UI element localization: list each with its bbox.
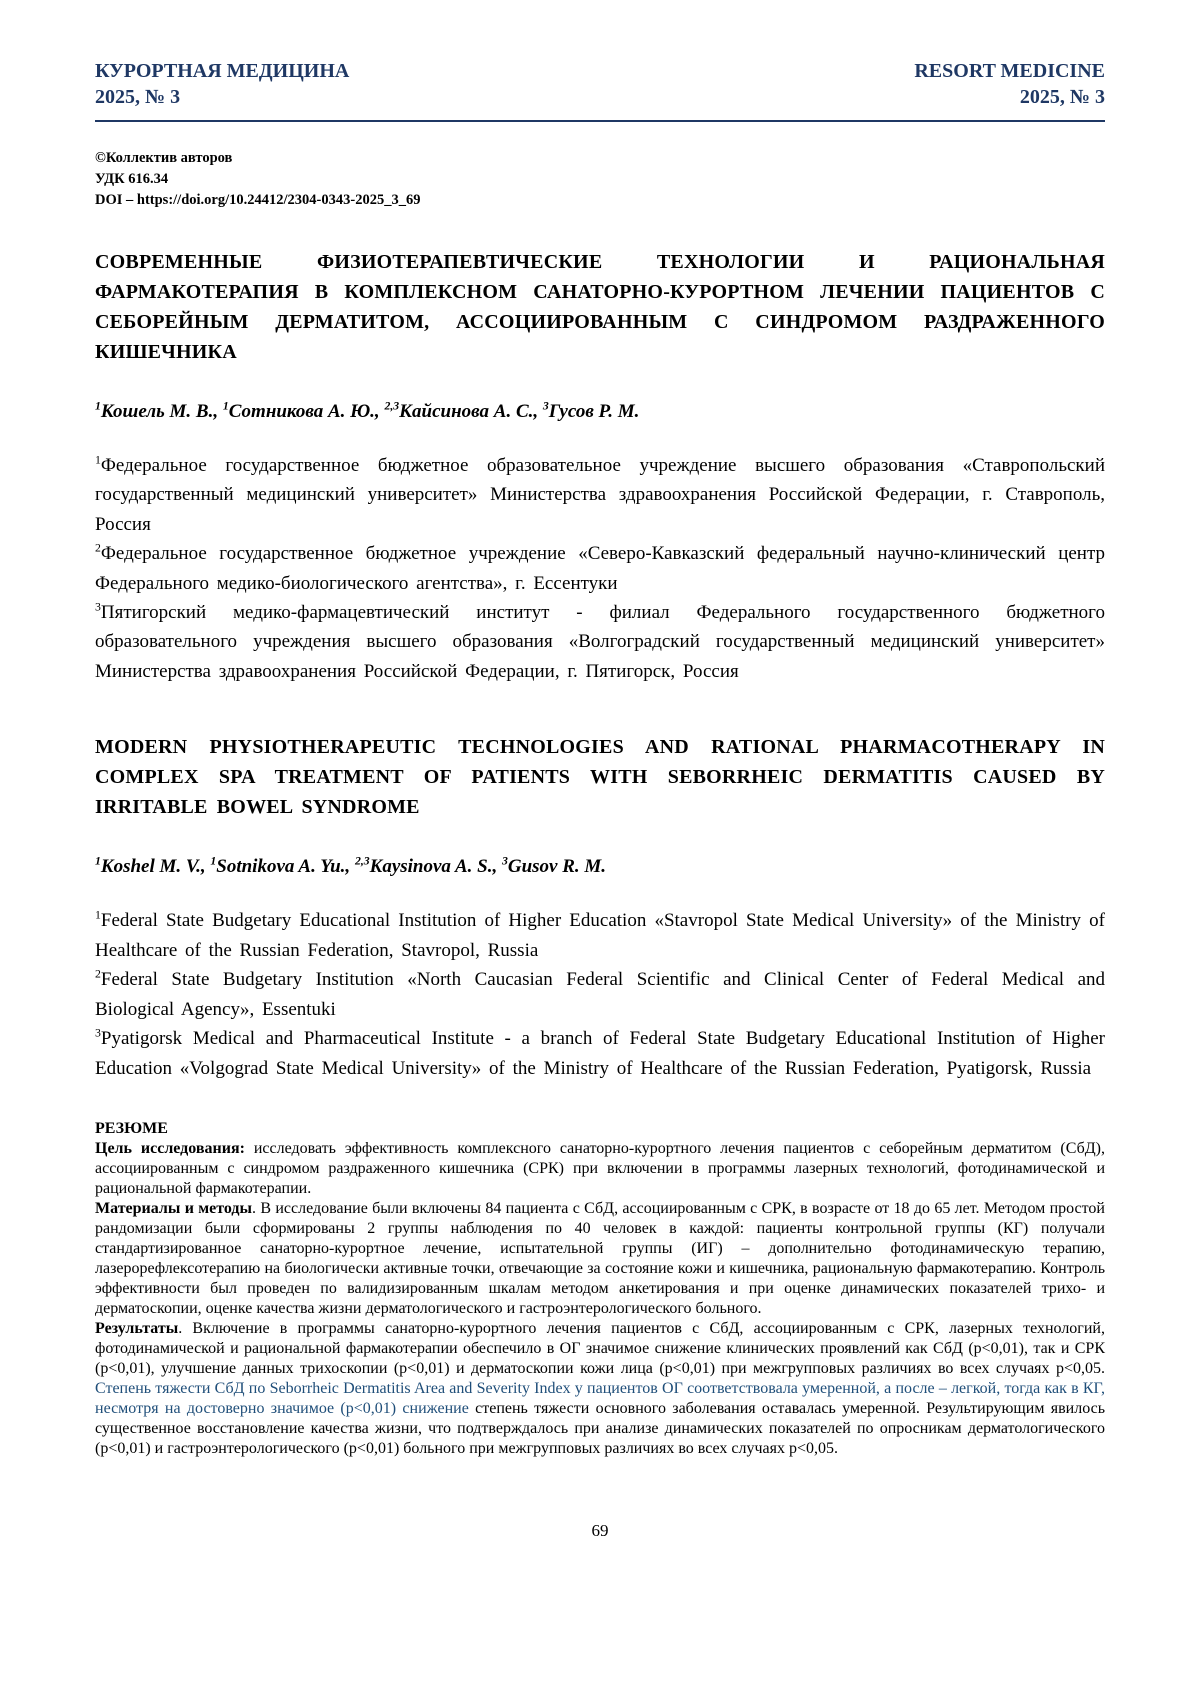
doi-line: DOI – https://doi.org/10.24412/2304-0343-2025_3_69 (95, 191, 421, 208)
english-section (95, 732, 1105, 1083)
russian-section (95, 247, 1105, 687)
affiliations-ru (95, 451, 1105, 687)
article-title-ru: СОВРЕМЕННЫЕ ФИЗИОТЕРАПЕВТИЧЕСКИЕ ТЕХНОЛОГИИ И РАЦИОНАЛЬНАЯ ФАРМАКОТЕРАПИЯ В КОМПЛЕКСНОМ САНАТОРНО-КУРОРТНОМ ЛЕЧЕНИИ ПАЦИЕНТОВ С СЕБОРЕЙНЫМ ДЕРМАТИТОМ, АССОЦИИРОВАННЫМ С СИНДРОМОМ РАЗДРАЖЕННОГО КИШЕЧНИКА (95, 250, 1105, 363)
resume-paragraph-methods: Материалы и методы. В исследование были включены 84 пациента с СбД, ассоциированным с СРК, в возрасте от 18 до 65 лет. Методом простой рандомизации были сформированы 2 группы наблюдения по 40 человек в каждой: пациенты контрольной группы (КГ) получали стандартизированное санаторно-курортное лечение, испытательной группы (ИГ) – дополнительно фотодинамическую терапию, лазерорефлексотерапию на биологически активные точки, отвечающие за состояние кожи и кишечника, рациональную фармакотерапию. Контроль эффективности был проведен по валидизированным шкалам методом анкетирования и при оценке динамических показателей трихо- и дерматоскопии, оценке качества жизни дерматологического и гастроэнтерологического больного. (95, 1199, 1105, 1317)
udc-line: УДК 616.34 (95, 170, 169, 187)
affiliation-en-1: $^1$Federal State Budgetary Educational Institution of Higher Education «Stavropol State Medical University» of the Ministry of Healthcare of the Russian Federation, Stavropol, Russia (95, 909, 1105, 961)
journal-title-ru: КУРОРТНАЯ МЕДИЦИНА (95, 60, 350, 82)
journal-header-left (95, 58, 349, 111)
authors-ru: $^1$Кошель М. В., $^1$Сотникова А. Ю., $^{2,3}$Кайсинова А. С., $^3$Гусов Р. М. (95, 399, 640, 422)
journal-header (95, 58, 1105, 122)
copyright-line: ©Коллектив авторов (95, 149, 233, 166)
affiliations-en (95, 906, 1105, 1083)
journal-header-right (914, 58, 1105, 111)
resume-paragraph-results: Результаты. Включение в программы санаторно-курортного лечения пациентов с СбД, ассоциированным с СРК, лазерных технологий, фотодинамической и рациональной фармакотерапии обеспечило в ОГ значимое снижение клинических проявлений как СбД (p<0,01), так и СРК (p<0,01), улучшение данных трихоскопии (p<0,01) и дерматоскопии кожи лица (p<0,01) при межгрупповых различиях во всех случаях p<0,05. Степень тяжести СбД по Seborrheic Dermatitis Area and Severity Index у пациентов ОГ соответствовала умеренной, а после – легкой, тогда как в КГ, несмотря на достоверно значимое (p<0,01) снижение степень тяжести основного заболевания оставалась умеренной. Результирующим явилось существенное восстановление качества жизни, что подтверждалось при анализе динамических показателей по опросникам дерматологического (p<0,01) и гастроэнтерологического (p<0,01) больного при межгрупповых различиях во всех случаях p<0,05. (95, 1319, 1106, 1457)
affiliation-ru-3: $^3$Пятигорский медико-фармацевтический институт - филиал Федерального государственного бюджетного образовательного учреждения высшего образования «Волгоградский государственный медицинский университет» Министерства здравоохранения Российской Федерации, г. Пятигорск, Россия (95, 600, 1105, 682)
affiliation-en-3: $^3$Pyatigorsk Medical and Pharmaceutical Institute - a branch of Federal State Budgetary Educational Institution of Higher Education «Volgograd State Medical University» of the Ministry of Healthcare of the Russian Federation, Pyatigorsk, Russia (95, 1026, 1105, 1079)
resume-heading: РЕЗЮМЕ (95, 1119, 168, 1137)
article-meta (95, 148, 1105, 211)
page-number: 69 (591, 1520, 609, 1540)
article-title-en: MODERN PHYSIOTHERAPEUTIC TECHNOLOGIES AND RATIONAL PHARMACOTHERAPY IN COMPLEX SPA TREATMENT OF PATIENTS WITH SEBORRHEIC DERMATITIS CAUSED BY IRRITABLE BOWEL SYNDROME (95, 736, 1105, 819)
resume-paragraph-aim: Цель исследования: исследовать эффективность комплексного санаторно-курортного лечения пациентов с себорейным дерматитом (СбД), ассоциированным с синдромом раздраженного кишечника (СРК) при включении в программы лазерных технологий, фотодинамической и рациональной фармакотерапии. (95, 1139, 1106, 1197)
resume-section (95, 1119, 1105, 1459)
authors-en: $^1$Koshel M. V., $^1$Sotnikova A. Yu., $^{2,3}$Kaysinova A. S., $^3$Gusov R. M. (95, 855, 607, 878)
affiliation-ru-2: $^2$Федеральное государственное бюджетное учреждение «Северо-Кавказский федеральный научно-клинический центр Федерального медико-биологического агентства», г. Ессентуки (95, 541, 1105, 594)
journal-title-en: RESORT MEDICINE (914, 60, 1105, 82)
affiliation-en-2: $^2$Federal State Budgetary Institution «North Caucasian Federal Scientific and Clinical Center of Federal Medical and Biological Agency», Essentuki (95, 967, 1105, 1020)
affiliation-ru-1: $^1$Федеральное государственное бюджетное образовательное учреждение высшего образования «Ставропольский государственный медицинский университет» Министерства здравоохранения Российской Федерации, г. Ставрополь, Россия (95, 453, 1105, 535)
journal-issue-en: 2025, № 3 (1019, 86, 1105, 109)
journal-issue-ru: 2025, № 3 (95, 86, 181, 109)
